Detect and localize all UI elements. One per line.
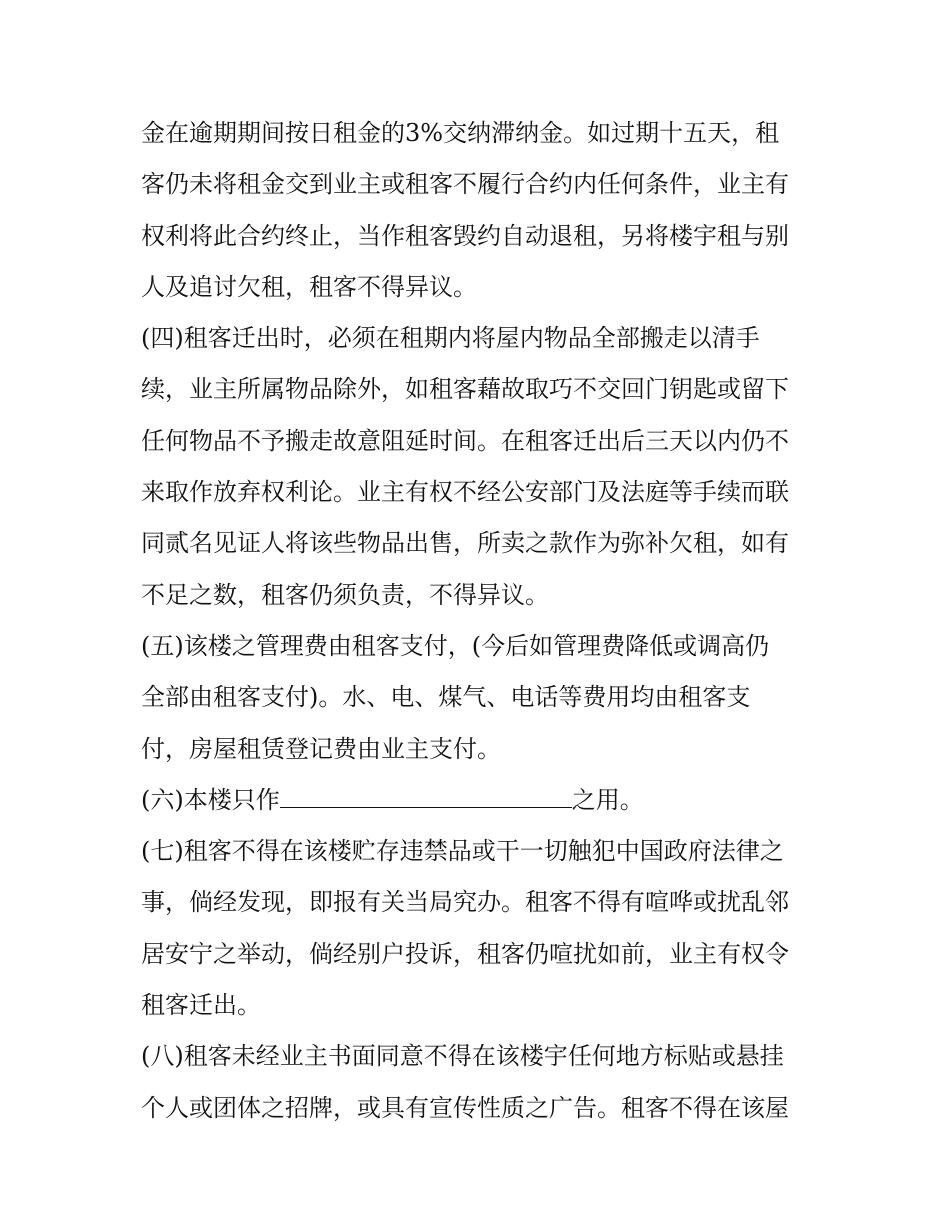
clause-5-line: (五)该楼之管理费由租客支付，(今后如管理费降低或调高仍 (141, 631, 770, 660)
text-line: 来取作放弃权利论。业主有权不经公安部门及法庭等手续而联 (141, 478, 789, 507)
clause-4-line: (四)租客迁出时，必须在租期内将屋内物品全部搬走以清手 (141, 324, 760, 353)
text-line: 权利将此合约终止，当作租客毁约自动退租，另将楼宇租与别 (141, 221, 789, 250)
text-line: 全部由租客支付)。水、电、煤气、电话等费用均由租客支 (141, 683, 751, 712)
text-line: 不足之数，租客仍须负责，不得异议。 (141, 580, 549, 609)
clause-6-line (141, 775, 831, 826)
fill-in-blank[interactable] (280, 787, 572, 808)
text-line: 居安宁之举动，倘经别户投诉，租客仍喧扰如前，业主有权令 (141, 939, 789, 968)
text-line: 续，业主所属物品除外，如租客藉故取巧不交回门钥匙或留下 (141, 375, 789, 404)
text-line: 金在逾期期间按日租金的3%交纳滞纳金。如过期十五天，租 (141, 119, 780, 147)
text-line: 同贰名见证人将该些物品出售，所卖之款作为弥补欠租，如有 (141, 529, 789, 558)
clause-6-prefix: (六)本楼只作 (141, 785, 280, 814)
text-line: 人及追讨欠租，租客不得异议。 (141, 272, 477, 301)
clause-6-suffix: 之用。 (571, 785, 644, 814)
text-line: 付，房屋租赁登记费由业主支付。 (141, 734, 501, 763)
clause-8-line: (八)租客未经业主书面同意不得在该楼宇任何地方标贴或悬挂 (141, 1042, 784, 1071)
text-line: 客仍未将租金交到业主或租客不履行合约内任何条件，业主有 (141, 170, 789, 199)
clause-7-line: (七)租客不得在该楼贮存违禁品或干一切触犯中国政府法律之 (141, 837, 784, 866)
text-line: 租客迁出。 (141, 991, 261, 1020)
text-line: 事，倘经发现，即报有关当局究办。租客不得有喧哗或扰乱邻 (141, 888, 789, 917)
text-line: 个人或团体之招牌，或具有宣传性质之广告。租客不得在该屋 (141, 1093, 789, 1122)
text-line: 任何物品不予搬走故意阻延时间。在租客迁出后三天以内仍不 (141, 426, 789, 455)
contract-text (141, 108, 831, 1134)
